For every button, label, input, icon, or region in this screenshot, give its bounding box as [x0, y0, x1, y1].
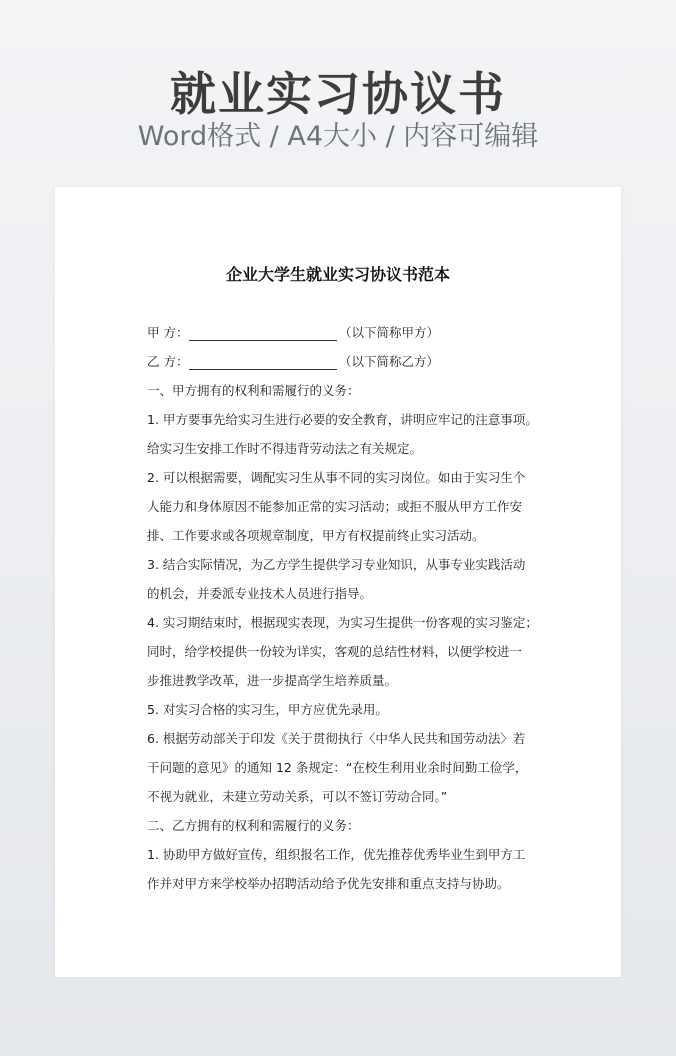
party-b-note: （以下简称乙方） [339, 354, 440, 369]
party-a-note: （以下简称甲方） [339, 325, 440, 340]
body-line: 5. 对实习合格的实习生，甲方应优先录用。 [147, 702, 388, 717]
party-b-label: 乙 方： [147, 354, 189, 369]
party-a-label: 甲 方： [147, 325, 189, 340]
body-line: 6. 根据劳动部关于印发《关于贯彻执行〈中华人民共和国劳动法〉若 [147, 731, 526, 746]
body-line: 步推进教学改革，进一步提高学生培养质量。 [147, 673, 398, 688]
party-b-line [147, 347, 547, 376]
body-line: 的机会，并委派专业技术人员进行指导。 [147, 586, 373, 601]
body-line: 3. 结合实际情况，为乙方学生提供学习专业知识，从事专业实践活动 [147, 557, 526, 572]
document-page [55, 187, 621, 977]
body-line: 人能力和身体原因不能参加正常的实习活动；或拒不服从甲方工作安 [147, 499, 523, 514]
party-b-blank [189, 351, 337, 370]
document-title: 企业大学生就业实习协议书范本 [225, 265, 450, 284]
document-body [147, 318, 547, 898]
body-line: 不视为就业，未建立劳动关系，可以不签订劳动合同。” [147, 789, 448, 804]
banner-title: 就业实习协议书 [170, 67, 506, 121]
section-heading-b: 二、乙方拥有的权利和需履行的义务： [147, 818, 360, 833]
party-a-blank [189, 322, 337, 341]
body-line: 1. 甲方要事先给实习生进行必要的安全教育，讲明应牢记的注意事项。 [147, 412, 538, 427]
body-line: 排、工作要求或各项规章制度，甲方有权提前终止实习活动。 [147, 528, 485, 543]
body-line: 作并对甲方来学校举办招聘活动给予优先安排和重点支持与协助。 [147, 876, 510, 891]
banner-subtitle: Word格式 / A4大小 / 内容可编辑 [137, 121, 539, 152]
body-line: 给实习生安排工作时不得违背劳动法之有关规定。 [147, 441, 423, 456]
body-line: 同时，给学校提供一份较为详实，客观的总结性材料，以便学校进一 [147, 644, 523, 659]
body-line: 4. 实习期结束时，根据现实表现，为实习生提供一份客观的实习鉴定； [147, 615, 538, 630]
section-heading-a: 一、甲方拥有的权利和需履行的义务： [147, 383, 360, 398]
body-line: 2. 可以根据需要，调配实习生从事不同的实习岗位。如由于实习生个 [147, 470, 526, 485]
body-line: 1. 协助甲方做好宣传，组织报名工作，优先推荐优秀毕业生到甲方工 [147, 847, 526, 862]
body-line: 干问题的意见》的通知 12 条规定：“在校生利用业余时间勤工俭学， [147, 760, 528, 775]
party-a-line [147, 318, 547, 347]
